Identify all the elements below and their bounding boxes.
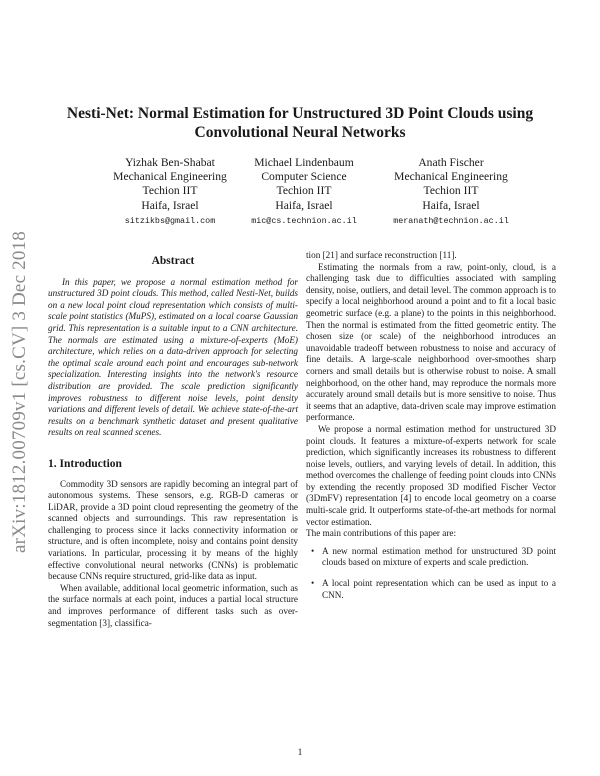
author-name: Yizhak Ben-Shabat [125, 156, 215, 169]
bullet-icon: • [311, 578, 315, 589]
bullet-icon: • [311, 545, 315, 556]
author-institution: Techion IIT [423, 184, 479, 198]
list-item-text: A local point representation which can be used as input to a CNN. [322, 578, 556, 600]
section-heading: 1. Introduction [48, 457, 122, 470]
left-column [48, 252, 298, 629]
paragraph: Commodity 3D sensors are rapidly becoming an integral part of autonomous systems. These sensors, e.g. RGB-D cameras or LiDAR, provide a 3D point cloud representing the geometry of the scanned objects and surroundings. This raw representation is challenging to process since it lacks connectivity information or structure, and is often incomplete, noisy and contains point density variations. In particular, processing it by means of the highly effective convolutional neural networks (CNNs) is problematic because CNNs require structured, grid-like data as input. [48, 478, 298, 582]
page-number: 1 [297, 748, 303, 758]
list-item-text: A new normal estimation method for unstructured 3D point clouds based on mixture of experts and scale prediction. [322, 545, 556, 568]
right-column [306, 250, 556, 610]
list-item [311, 545, 556, 569]
author-dept: Computer Science [261, 170, 347, 184]
list-item [311, 578, 556, 601]
paragraph: We propose a normal estimation method for unstructured 3D point clouds. It features a mixture-of-experts network for scale prediction, which significantly increases its robustness to different noise levels, outliers, and varying levels of detail. In addition, this method overcomes the challenge of feeding point clouds into CNNs by extending the recently proposed 3D modified Fischer Vector (3DmFV) representation [4] to encode local geometry on a coarse multi-scale grid. It outperforms state-of-the-art methods for normal vector estimation. [306, 423, 556, 527]
author-location: Haifa, Israel [422, 198, 480, 212]
author-block [371, 156, 531, 228]
arxiv-stamp [8, 204, 32, 580]
author-location: Haifa, Israel [275, 198, 333, 212]
paragraph: Estimating the normals from a raw, point-only, cloud, is a challenging task due to difficulties associated with sampling density, noise, outliers, and detail level. The common approach is to specify a local neighborhood around a point and to fit a local basic geometric surface (e.g. a plane) to the points in this neighborhood. Then the normal is estimated from the fitted geometric entity. The chosen size (or scale) of the neighborhood introduces an unavoidable tradeoff between robustness to noise and accuracy of fine details. A large-scale neighborhood over-smoothes sharp corners and small details but is otherwise robust to noise. A small neighborhood, on the other hand, may reproduce the normals more accurately around small details but is more sensitive to noise. Thus it seems that an adaptive, data-driven scale may improve estimation performance. [306, 261, 556, 423]
paragraph: When available, additional local geometric information, such as the surface normals at each point, induces a partial local structure and improves performance of different tasks such as over-segmentation [3], classifica- [48, 582, 298, 628]
author-name: Michael Lindenbaum [254, 156, 354, 169]
contributions-list [306, 546, 556, 601]
author-email: mic@cs.technion.ac.il [251, 215, 357, 226]
paragraph: The main contributions of this paper are: [306, 528, 457, 539]
author-name: Anath Fischer [418, 156, 484, 169]
abstract [48, 277, 298, 439]
author-email: meranath@technion.ac.il [393, 215, 509, 226]
paragraph: tion [21] and surface reconstruction [11]. [306, 250, 457, 260]
author-institution: Techion IIT [276, 184, 332, 198]
arxiv-id: arXiv:1812.00709v1 [cs.CV] 3 Dec 2018 [9, 231, 30, 553]
abstract-heading: Abstract [151, 255, 195, 267]
author-institution: Techion IIT [142, 184, 198, 198]
author-location: Haifa, Israel [141, 198, 199, 212]
author-dept: Mechanical Engineering [394, 170, 508, 184]
paper-title: Nesti-Net: Normal Estimation for Unstructured 3D Point Clouds using Convolutional Neural Networks [66, 105, 534, 141]
abstract-text: In this paper, we propose a normal estimation method for unstructured 3D point clouds. This method, called Nesti-Net, builds on a new local point cloud representation which consists of multi-scale point statistics (MuPS), estimated on a local coarse Gaussian grid. This representation is a suitable input to a CNN architecture. The normals are estimated using a mixture-of-experts (MoE) architecture, which relies on a data-driven approach for selecting the optimal scale around each point and encourages sub-network specialization. Interesting insights into the network's resource distribution are provided. The scale prediction significantly improves robustness to different noise levels, point density variations and different levels of detail. We achieve state-of-the-art results on a benchmark synthetic dataset and present qualitative results on real scanned scenes. [48, 276, 298, 438]
author-block [224, 156, 384, 228]
author-email: sitzikbs@gmail.com [124, 215, 216, 226]
author-dept: Mechanical Engineering [113, 170, 227, 184]
